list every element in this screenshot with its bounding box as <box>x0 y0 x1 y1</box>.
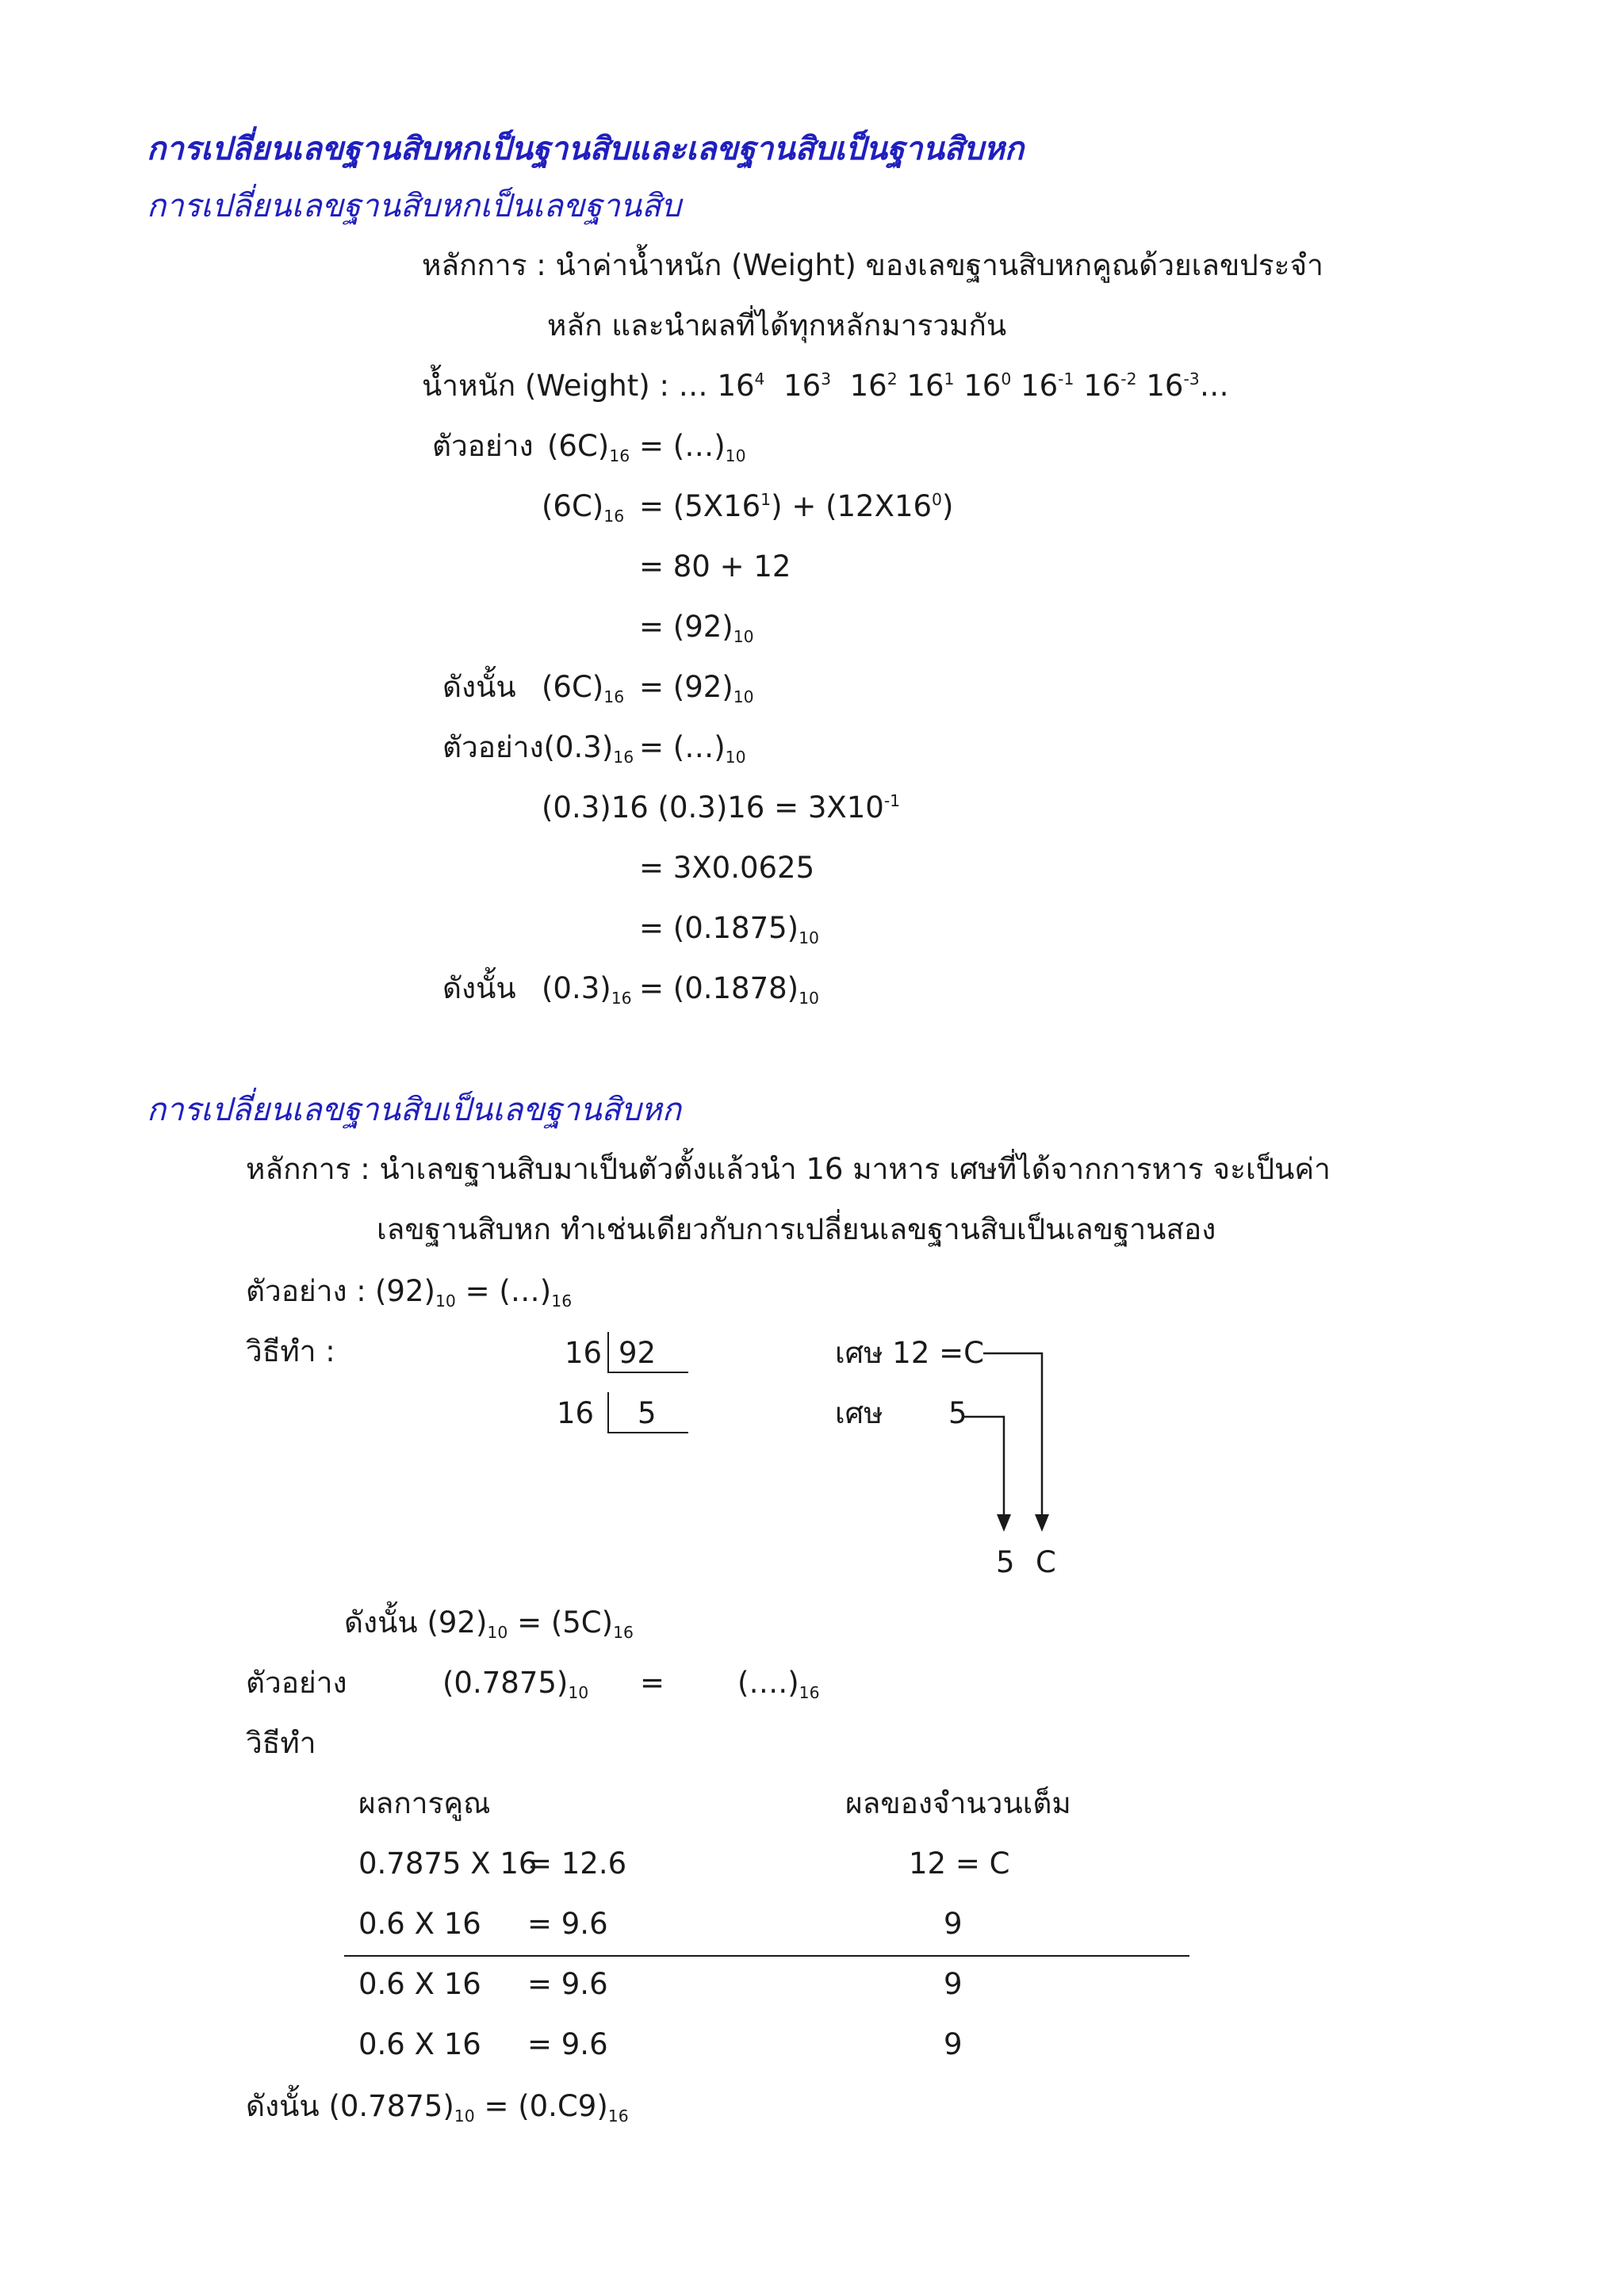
table-row-integer: 9 <box>944 1967 963 2001</box>
weight-term: $16^3$ <box>783 369 832 403</box>
ex1-result-rhs: = $(92)_{10}$ <box>639 670 754 707</box>
s2-ex2-therefore: ดังนั้น $(0.7875)_{10} = (0.C9)_{16}$ <box>246 2089 629 2126</box>
ex2-step1: (0.3)16 $(0.3)16 = 3X10^{-1}$ <box>542 790 901 825</box>
ex1-therefore: ดังนั้น <box>442 670 516 704</box>
page-title: การเปลี่ยนเลขฐานสิบหกเป็นฐานสิบและเลขฐานสิบเป็นฐานสิบหก <box>147 131 1025 167</box>
s2-method-label: วิธีทำ : <box>246 1334 335 1368</box>
weight-term: $16^4$ <box>717 369 765 403</box>
ex2-result-rhs: = $(0.1878)_{10}$ <box>639 971 819 1008</box>
table-row-integer: 12 = C <box>909 1846 1010 1881</box>
ex1-question: = $(\dots)_{10}$ <box>639 429 746 466</box>
answer-digit-2: C <box>1036 1545 1056 1579</box>
ex2-step3: = $(0.1875)_{10}$ <box>639 911 819 948</box>
ex2-result-lhs: $(0.3)_{16}$ <box>542 971 632 1008</box>
section1-heading: การเปลี่ยนเลขฐานสิบหกเป็นเลขฐานสิบ <box>147 188 681 224</box>
s2-ex2-label: ตัวอย่าง <box>246 1666 347 1700</box>
ex2-therefore: ดังนั้น <box>442 971 516 1005</box>
table-row-expr: 0.6 X 16 <box>358 1967 481 2001</box>
weight-term: $16^{-2}$ <box>1083 369 1137 403</box>
table-divider <box>344 1955 1189 1957</box>
table-row-expr: 0.6 X 16 <box>358 1907 481 1941</box>
arrow-remainder1 <box>983 1353 1042 1516</box>
weight-term: $16^{-1}$ <box>1021 369 1074 403</box>
s2-ex1-label: ตัวอย่าง : <box>246 1274 366 1308</box>
weight-term: $16^1$ <box>906 369 955 403</box>
table-row-expr: 0.7875 X 16 <box>358 1846 538 1881</box>
weight-label: น้ำหนัก (Weight) : … <box>422 369 708 403</box>
ex2-step2: = 3X0.0625 <box>639 851 815 885</box>
ex1-label: ตัวอย่าง <box>432 429 534 463</box>
table-row-result: = 9.6 <box>527 1967 608 2001</box>
ex1-step3: = $(92)_{10}$ <box>639 610 754 647</box>
div1-divisor: 16 <box>565 1336 603 1370</box>
ex1-step1-lhs: $(6C)_{16}$ <box>542 489 625 526</box>
s2-ex1-equation: $(92)_{10}$ = $(\dots)_{16}$ <box>375 1274 573 1311</box>
table-row-result: = 9.6 <box>527 2027 608 2061</box>
table-row-result: = 12.6 <box>527 1846 627 1881</box>
div2-divisor: 16 <box>557 1396 595 1430</box>
remainder1: เศษ 12 =C <box>835 1336 984 1370</box>
table-row-integer: 9 <box>944 2027 963 2061</box>
s2-ex1-therefore: ดังนั้น $(92)_{10} = (5C)_{16}$ <box>344 1605 634 1643</box>
table-row-integer: 9 <box>944 1907 963 1941</box>
remainder2-value: 5 <box>948 1396 967 1430</box>
s2-ex2-lhs: $(0.7875)_{10}$ <box>442 1666 589 1703</box>
arrow-remainder2 <box>963 1417 1004 1516</box>
table-row-expr: 0.6 X 16 <box>358 2027 481 2061</box>
weight-line: น้ำหนัก (Weight) : … $16^4$ $16^3$ $16^2$ $16^1$ $16^0$ $16^{-1}$ $16^{-2}$ $16^{-3}\dots$ <box>422 369 1229 403</box>
weight-term: $16^2$ <box>849 369 898 403</box>
arrowhead-remainder1 <box>1035 1514 1049 1532</box>
s2-ex2-rhs: $(\dots.)_{16}$ <box>737 1666 820 1703</box>
ex1-step2: = 80 + 12 <box>639 549 791 584</box>
ex2-question: = $(\dots)_{10}$ <box>639 730 746 767</box>
s2-ex2-eq: = <box>640 1666 665 1700</box>
ex1-step1: = $(5X16^1) + (12X16^0)$ <box>639 489 954 523</box>
section1-principle-line2: หลัก และนำผลที่ได้ทุกหลักมารวมกัน <box>547 308 1007 342</box>
section2-heading: การเปลี่ยนเลขฐานสิบเป็นเลขฐานสิบหก <box>147 1092 681 1128</box>
remainder2-label: เศษ <box>835 1396 883 1430</box>
ex1-lhs: $(6C)_{16}$ <box>547 429 630 466</box>
weight-term: $16^{-3}$ <box>1146 369 1200 403</box>
arrowhead-remainder2 <box>997 1514 1011 1532</box>
ex2-label: ตัวอย่าง$(0.3)_{16}$ <box>442 730 634 767</box>
ex1-result-lhs: $(6C)_{16}$ <box>542 670 625 707</box>
section2-principle-line2: เลขฐานสิบหก ทำเช่นเดียวกับการเปลี่ยนเลขฐานสิบเป็นเลขฐานสอง <box>377 1212 1216 1246</box>
div2-dividend: 5 <box>638 1396 657 1430</box>
table-header-product: ผลการคูณ <box>358 1786 491 1820</box>
weight-term: $16^0$ <box>963 369 1012 403</box>
answer-digit-1: 5 <box>996 1545 1015 1579</box>
section2-principle-line1: หลักการ : นำเลขฐานสิบมาเป็นตัวตั้งแล้วนำ 16 มาหาร เศษที่ได้จากการหาร จะเป็นค่า <box>246 1152 1331 1186</box>
div1-dividend: 92 <box>619 1336 657 1370</box>
section1-principle-line1: หลักการ : นำค่าน้ำหนัก (Weight) ของเลขฐานสิบหกคูณด้วยเลขประจำ <box>422 248 1323 282</box>
table-header-integer: ผลของจำนวนเต็ม <box>845 1786 1071 1820</box>
s2-ex2-method: วิธีทำ <box>246 1726 316 1760</box>
table-row-result: = 9.6 <box>527 1907 608 1941</box>
